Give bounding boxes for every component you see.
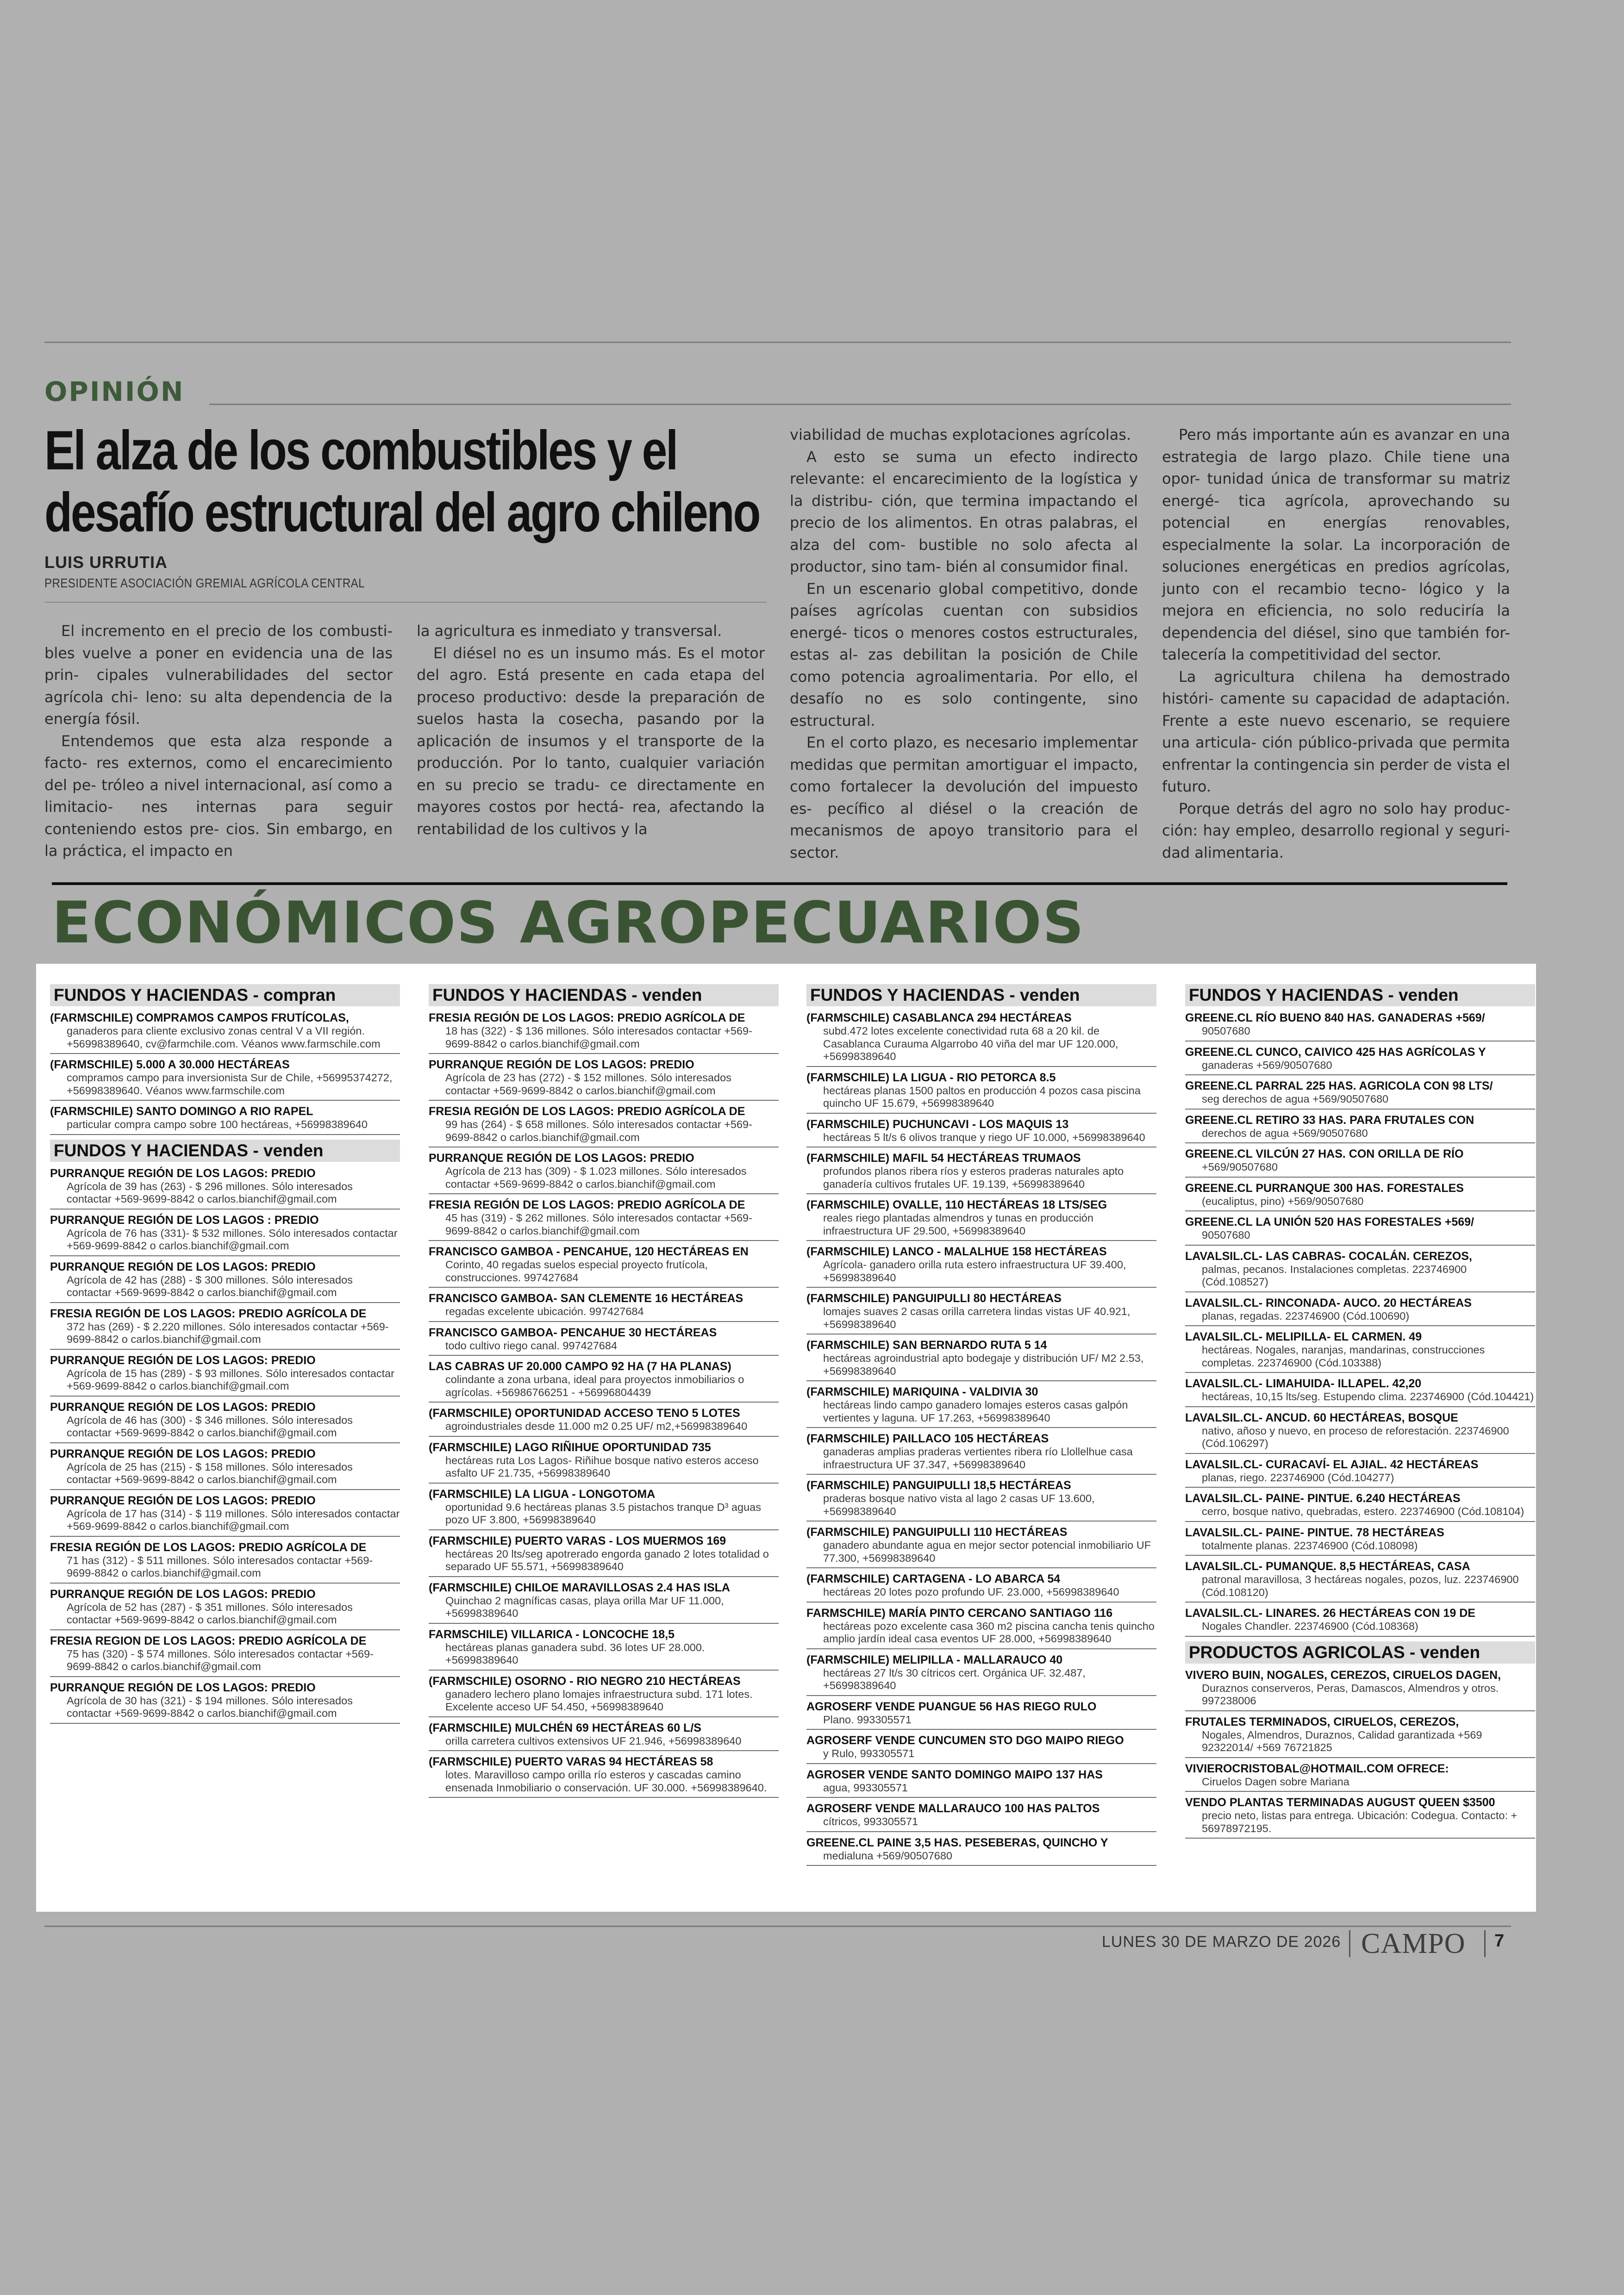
classified-ad bbox=[50, 1586, 400, 1630]
ad-body: agua, 993305571 bbox=[823, 1781, 908, 1794]
ad-title: AGROSERF VENDE PUANGUE 56 HAS RIEGO RULO bbox=[806, 1700, 1097, 1713]
ad-body: planas, riego. 223746900 (Cód.104277) bbox=[1202, 1471, 1394, 1484]
classified-ad bbox=[50, 1353, 400, 1397]
ad-title: AGROSER VENDE SANTO DOMINGO MAIPO 137 HAS bbox=[806, 1768, 1103, 1781]
ad-title: GREENE.CL CUNCO, CAIVICO 425 HAS AGRÍCOLAS Y bbox=[1185, 1045, 1486, 1059]
classified-ad bbox=[806, 1150, 1156, 1194]
ad-title: PURRANQUE REGIÓN DE LOS LAGOS: PREDIO bbox=[50, 1166, 316, 1180]
classified-ad bbox=[50, 1259, 400, 1303]
ad-body: 372 has (269) - $ 2.220 millones. Sólo interesados contactar +569-9699-8842 o carlos.bianchif@gmail.com bbox=[67, 1320, 389, 1345]
ad-title: (FARMSCHILE) OPORTUNIDAD ACCESO TENO 5 LOTES bbox=[429, 1407, 740, 1420]
ad-body: cerro, bosque nativo, quebradas, estero. 223746900 (Cód.108104) bbox=[1202, 1505, 1524, 1517]
ad-title: VIVIEROCRISTOBAL@HOTMAIL.COM OFRECE: bbox=[1185, 1762, 1449, 1775]
classified-ad bbox=[429, 1627, 779, 1671]
classified-heading: FUNDOS Y HACIENDAS - venden bbox=[1185, 984, 1535, 1006]
article-paragraph: viabilidad de muchas explotaciones agrícolas. bbox=[790, 426, 1131, 443]
ad-title: PURRANQUE REGIÓN DE LOS LAGOS: PREDIO bbox=[50, 1400, 316, 1414]
classified-ad bbox=[429, 1440, 779, 1484]
classified-ad bbox=[50, 1446, 400, 1490]
ad-title: (FARMSCHILE) CHILOE MARAVILLOSAS 2.4 HAS ISLA bbox=[429, 1581, 730, 1594]
classified-ad bbox=[806, 1070, 1156, 1114]
ad-title: PURRANQUE REGIÓN DE LOS LAGOS : PREDIO bbox=[50, 1213, 319, 1227]
ad-body: derechos de agua +569/90507680 bbox=[1202, 1127, 1368, 1139]
article-column-1 bbox=[44, 620, 393, 862]
ad-title: LAVALSIL.CL- MELIPILLA- EL CARMEN. 49 bbox=[1185, 1330, 1422, 1343]
ad-body: Agrícola de 15 has (289) - $ 93 millones. Sólo interesados contactar +569-9699-8842 o carlos.bianchif@gmail.com bbox=[67, 1367, 395, 1392]
classifieds-column-1 bbox=[50, 984, 400, 1727]
article-column-2 bbox=[417, 620, 765, 840]
classified-ad bbox=[429, 1580, 779, 1624]
ad-title: GREENE.CL PARRAL 225 HAS. AGRICOLA CON 98 LTS/ bbox=[1185, 1079, 1493, 1092]
classified-ad bbox=[806, 1010, 1156, 1067]
ad-body: 99 has (264) - $ 658 millones. Sólo interesados contactar +569-9699-8842 o carlos.bianchif@gmail.com bbox=[445, 1118, 752, 1143]
classified-ad bbox=[429, 1533, 779, 1577]
ad-body: Agrícola de 30 has (321) - $ 194 millones. Sólo interesados contactar +569-9699-8842 o carlos.bianchif@gmail.com bbox=[67, 1694, 353, 1719]
ad-title: GREENE.CL RETIRO 33 HAS. PARA FRUTALES CON bbox=[1185, 1113, 1474, 1127]
classified-ad bbox=[1185, 1605, 1535, 1637]
ad-title: PURRANQUE REGIÓN DE LOS LAGOS: PREDIO bbox=[50, 1447, 316, 1460]
ad-body: hectáreas 20 lts/seg apotrerado engorda ganado 2 lotes totalidad o separado UF 55.571, +56998389640 bbox=[445, 1547, 769, 1572]
ad-body: (eucaliptus, pino) +569/90507680 bbox=[1202, 1195, 1364, 1207]
classified-ad bbox=[50, 1166, 400, 1210]
top-rule bbox=[44, 342, 1511, 343]
ad-body: lomajes suaves 2 casas orilla carretera lindas vistas UF 40.921, +56998389640 bbox=[823, 1305, 1131, 1330]
classified-ad bbox=[429, 1057, 779, 1101]
ad-body: Agrícola de 42 has (288) - $ 300 millones. Sólo interesados contactar +569-9699-8842 o carlos.bianchif@gmail.com bbox=[67, 1273, 353, 1298]
ad-body: Agrícola de 52 has (287) - $ 351 millones. Sólo interesados contactar +569-9699-8842 o carlos.bianchif@gmail.com bbox=[67, 1601, 353, 1626]
ad-body: 90507680 bbox=[1202, 1025, 1250, 1037]
ad-body: ganaderas amplias praderas vertientes ribera río Llollelhue casa infraestructura UF 37.347, +56998389640 bbox=[823, 1446, 1133, 1471]
ad-body: planas, regadas. 223746900 (Cód.100690) bbox=[1202, 1310, 1410, 1322]
article-paragraph: la agricultura es inmediato y transversal. bbox=[417, 622, 722, 640]
ad-title: FRESIA REGIÓN DE LOS LAGOS: PREDIO AGRÍCOLA DE bbox=[429, 1011, 745, 1024]
ad-title: FARMSCHILE) MARÍA PINTO CERCANO SANTIAGO 116 bbox=[806, 1606, 1113, 1620]
classified-ad bbox=[50, 1212, 400, 1256]
ad-title: AGROSERF VENDE CUNCUMEN STO DGO MAIPO RIEGO bbox=[806, 1734, 1124, 1747]
ad-title: VENDO PLANTAS TERMINADAS AUGUST QUEEN $3500 bbox=[1185, 1796, 1495, 1809]
article-paragraph: En un escenario global competitivo, donde países agrícolas cuentan con subsidios energé- ticos o menores costos estructurales, estas al- zas debilitan la posición de Chile como potencia agroalimentaria. Por ello, el desafío no es solo contingente, sino estructural. bbox=[790, 580, 1138, 730]
classified-ad bbox=[1185, 1180, 1535, 1212]
ad-title: (FARMSCHILE) OSORNO - RIO NEGRO 210 HECTÁREAS bbox=[429, 1674, 741, 1688]
ad-body: totalmente planas. 223746900 (Cód.108098) bbox=[1202, 1539, 1418, 1552]
ad-body: 45 has (319) - $ 262 millones. Sólo interesados contactar +569-9699-8842 o carlos.bianchif@gmail.com bbox=[445, 1212, 752, 1237]
ad-body: Agrícola de 213 has (309) - $ 1.023 millones. Sólo interesados contactar +569-9699-8842 o carlos.bianchif@gmail.com bbox=[445, 1165, 747, 1190]
classified-ad bbox=[1185, 1214, 1535, 1246]
ad-body: agroindustriales desde 11.000 m2 0.25 UF/ m2,+56998389640 bbox=[445, 1420, 748, 1432]
ad-title: GREENE.CL VILCÚN 27 HAS. CON ORILLA DE RÍO bbox=[1185, 1148, 1464, 1160]
ad-body: hectáreas, 10,15 lts/seg. Estupendo clima. 223746900 (Cód.104421) bbox=[1202, 1391, 1534, 1403]
ad-body: hectáreas planas ganadera subd. 36 lotes UF 28.000. +56998389640 bbox=[445, 1641, 705, 1666]
classified-ad bbox=[806, 1571, 1156, 1603]
ad-body: hectáreas agroindustrial apto bodegaje y distribución UF/ M2 2.53, +56998389640 bbox=[823, 1352, 1144, 1377]
ad-body: medialuna +569/90507680 bbox=[823, 1849, 952, 1862]
ad-body: reales riego plantadas almendros y tunas en producción infraestructura UF 29.500, +56998389640 bbox=[823, 1212, 1093, 1237]
ad-title: (FARMSCHILE) PUCHUNCAVI - LOS MAQUIS 13 bbox=[806, 1117, 1069, 1131]
classified-ad bbox=[806, 1733, 1156, 1764]
classified-ad bbox=[429, 1754, 779, 1798]
ad-title: FRUTALES TERMINADOS, CIRUELOS, CEREZOS, bbox=[1185, 1715, 1459, 1728]
ad-body: Agrícola de 39 has (263) - $ 296 millones. Sólo interesados contactar +569-9699-8842 o carlos.bianchif@gmail.com bbox=[67, 1180, 353, 1205]
ad-body: hectáreas ruta Los Lagos- Riñihue bosque nativo esteros acceso asfalto UF 21.735, +56998389640 bbox=[445, 1454, 759, 1479]
classified-ad bbox=[1185, 1667, 1535, 1711]
ad-title: FRESIA REGIÓN DE LOS LAGOS: PREDIO AGRÍCOLA DE bbox=[429, 1105, 745, 1118]
ad-body: oportunidad 9.6 hectáreas planas 3.5 pistachos tranque D³ aguas pozo UF 3.800, +56998389640 bbox=[445, 1501, 761, 1526]
classified-ad bbox=[429, 1150, 779, 1194]
ad-body: Agrícola de 46 has (300) - $ 346 millones. Sólo interesados contactar +569-9699-8842 o carlos.bianchif@gmail.com bbox=[67, 1414, 353, 1439]
classified-ad bbox=[429, 1197, 779, 1241]
classified-ad bbox=[429, 1325, 779, 1356]
article-paragraph: En el corto plazo, es necesario implementar medidas que permitan amortiguar el impacto, como fortalecer la devolución del impuesto es- pecífico al diésel o la creación de mecanismos de apoyo transitorio para el sector. bbox=[790, 734, 1138, 861]
classified-ad bbox=[1185, 1457, 1535, 1488]
classified-ad bbox=[1185, 1410, 1535, 1454]
ad-body: ganadero lechero plano lomajes infraestructura subd. 171 lotes. Excelente acceso UF 54.450, +56998389640 bbox=[445, 1688, 753, 1713]
ad-title: (FARMSCHILE) OVALLE, 110 HECTÁREAS 18 LTS/SEG bbox=[806, 1198, 1107, 1211]
classified-ad bbox=[50, 1104, 400, 1135]
ad-body: Corinto, 40 regadas suelos especial proyecto frutícola, construcciones. 997427684 bbox=[445, 1259, 708, 1284]
ad-title: PURRANQUE REGIÓN DE LOS LAGOS: PREDIO bbox=[429, 1152, 694, 1165]
ad-title: (FARMSCHILE) MAFIL 54 HECTÁREAS TRUMAOS bbox=[806, 1152, 1081, 1165]
classified-ad bbox=[1185, 1329, 1535, 1373]
ad-body: todo cultivo riego canal. 997427684 bbox=[445, 1339, 618, 1352]
classified-ad bbox=[1185, 1761, 1535, 1792]
classified-ad bbox=[1185, 1078, 1535, 1110]
classified-ad bbox=[50, 1633, 400, 1677]
classified-heading: FUNDOS Y HACIENDAS - compran bbox=[50, 984, 400, 1006]
ad-title: FRESIA REGION DE LOS LAGOS: PREDIO AGRÍCOLA DE bbox=[50, 1634, 367, 1647]
ad-title: FRANCISCO GAMBOA- PENCAHUE 30 HECTÁREAS bbox=[429, 1326, 717, 1339]
classified-heading: FUNDOS Y HACIENDAS - venden bbox=[429, 984, 779, 1006]
ad-title: PURRANQUE REGIÓN DE LOS LAGOS: PREDIO bbox=[429, 1058, 694, 1071]
ad-title: (FARMSCHILE) LANCO - MALALHUE 158 HECTÁREAS bbox=[806, 1245, 1107, 1258]
classified-ad bbox=[1185, 1112, 1535, 1144]
ad-body: Duraznos conserveros, Peras, Damascos, Almendros y otros. 997238006 bbox=[1202, 1682, 1499, 1707]
ad-title: (FARMSCHILE) PUERTO VARAS 94 HECTÁREAS 58 bbox=[429, 1755, 713, 1768]
ad-title: (FARMSCHILE) SANTO DOMINGO A RIO RAPEL bbox=[50, 1105, 313, 1118]
ad-title: (FARMSCHILE) LAGO RIÑIHUE OPORTUNIDAD 735 bbox=[429, 1441, 711, 1454]
ad-title: LAVALSIL.CL- RINCONADA- AUCO. 20 HECTÁREAS bbox=[1185, 1296, 1472, 1310]
ad-body: seg derechos de agua +569/90507680 bbox=[1202, 1093, 1389, 1105]
classified-heading: FUNDOS Y HACIENDAS - venden bbox=[50, 1140, 400, 1162]
ad-body: orilla carretera cultivos extensivos UF 21.946, +56998389640 bbox=[445, 1734, 742, 1747]
footer-separator bbox=[1484, 1930, 1486, 1957]
section-label-rule bbox=[209, 404, 1511, 405]
article-paragraph: Entendemos que esta alza responde a facto- res externos, como el encarecimiento del pe- tróleo a nivel internacional, así como a limitacio- nes internas para seguir conteniendo estos pre- cios. Sin embargo, en la práctica, el impacto en bbox=[44, 732, 393, 860]
ad-title: (FARMSCHILE) MELIPILLA - MALLARAUCO 40 bbox=[806, 1653, 1063, 1666]
ad-title: PURRANQUE REGIÓN DE LOS LAGOS: PREDIO bbox=[50, 1353, 316, 1367]
ad-title: GREENE.CL PURRANQUE 300 HAS. FORESTALES bbox=[1185, 1181, 1464, 1195]
ad-title: (FARMSCHILE) MARIQUINA - VALDIVIA 30 bbox=[806, 1385, 1038, 1398]
ad-body: 75 has (320) - $ 574 millones. Sólo interesados contactar +569-9699-8842 o carlos.bianchif@gmail.com bbox=[67, 1647, 374, 1672]
ad-title: LAVALSIL.CL- LIMAHUIDA- ILLAPEL. 42,20 bbox=[1185, 1377, 1422, 1390]
ad-body: ganadero abundante agua en mejor sector potencial inmobiliario UF 77.300, +56998389640 bbox=[823, 1539, 1151, 1564]
ad-body: regadas excelente ubicación. 997427684 bbox=[445, 1305, 644, 1317]
author-role: PRESIDENTE ASOCIACIÓN GREMIAL AGRÍCOLA CENTRAL bbox=[44, 576, 365, 590]
section-label: OPINIÓN bbox=[44, 376, 185, 407]
ad-body: lotes. Maravilloso campo orilla río esteros y cascadas camino ensenada Inmobiliario o conservación. UF 30.000. +56998389640. bbox=[445, 1769, 767, 1794]
ad-body: 90507680 bbox=[1202, 1229, 1250, 1241]
classifieds-column-3 bbox=[806, 984, 1156, 1869]
ad-title: LAVALSIL.CL- LAS CABRAS- COCALÁN. CEREZOS, bbox=[1185, 1249, 1472, 1263]
ad-body: profundos planos ribera ríos y esteros praderas naturales apto ganadería cultivos frutales UF. 19.139, +56998389640 bbox=[823, 1165, 1124, 1190]
ad-body: patronal maravillosa, 3 hectáreas nogales, pozos, luz. 223746900 (Cód.108120) bbox=[1202, 1573, 1519, 1598]
ad-body: Nogales, Almendros, Duraznos, Calidad garantizada +569 92322014/ +569 76721825 bbox=[1202, 1728, 1482, 1753]
ad-body: hectáreas pozo excelente casa 360 m2 piscina cancha tenis quincho amplio jardín ideal casa eventos UF 28.000, +56998389640 bbox=[823, 1620, 1155, 1645]
ad-body: Agrícola de 23 has (272) - $ 152 millones. Sólo interesados contactar +569-9699-8842 o carlos.bianchif@gmail.com bbox=[445, 1072, 731, 1097]
article-headline bbox=[44, 419, 760, 543]
ad-title: LAVALSIL.CL- PAINE- PINTUE. 6.240 HECTÁREAS bbox=[1185, 1492, 1461, 1505]
classified-ad bbox=[1185, 1295, 1535, 1327]
ad-title: LAS CABRAS UF 20.000 CAMPO 92 HA (7 HA PLANAS) bbox=[429, 1360, 731, 1373]
classified-ad bbox=[806, 1384, 1156, 1428]
classified-ad bbox=[806, 1197, 1156, 1241]
classified-ad bbox=[1185, 1795, 1535, 1839]
classified-ad bbox=[50, 1680, 400, 1724]
classifieds-title: ECONÓMICOS AGROPECUARIOS bbox=[52, 890, 1085, 956]
classified-ad bbox=[429, 1010, 779, 1054]
article-paragraph: El incremento en el precio de los combusti- bles vuelve a poner en evidencia una de las prin- cipales vulnerabilidades del sector agrícola chi- leno: su alta dependencia de la energía fósil. bbox=[44, 622, 393, 728]
ad-title: PURRANQUE REGIÓN DE LOS LAGOS: PREDIO bbox=[50, 1494, 316, 1507]
ad-body: compramos campo para inversionista Sur de Chile, +56995374272, +56998389640. Véanos www.farmschile.com bbox=[67, 1072, 393, 1097]
classified-ad bbox=[429, 1104, 779, 1148]
classifieds-column-2 bbox=[429, 984, 779, 1801]
classified-heading: PRODUCTOS AGRICOLAS - venden bbox=[1185, 1641, 1535, 1664]
ad-title: (FARMSCHILE) PANGUIPULLI 18,5 HECTÁREAS bbox=[806, 1479, 1071, 1492]
ad-title: PURRANQUE REGIÓN DE LOS LAGOS: PREDIO bbox=[50, 1681, 316, 1694]
classifieds-column-4 bbox=[1185, 984, 1535, 1841]
classified-ad bbox=[429, 1720, 779, 1752]
ad-body: 18 has (322) - $ 136 millones. Sólo interesados contactar +569-9699-8842 o carlos.bianchif@gmail.com bbox=[445, 1025, 752, 1050]
headline-line-1: El alza de los combustibles y el bbox=[44, 419, 677, 481]
ad-body: ganaderos para cliente exclusivo zonas central V a VII región. +56998389640, cv@farmchile.com. Véanos www.farmschile.com bbox=[67, 1025, 381, 1050]
ad-title: LAVALSIL.CL- PAINE- PINTUE. 78 HECTÁREAS bbox=[1185, 1526, 1444, 1539]
classified-ad bbox=[1185, 1248, 1535, 1292]
classified-ad bbox=[1185, 1010, 1535, 1041]
ad-body: cítricos, 993305571 bbox=[823, 1815, 918, 1827]
ad-title: LAVALSIL.CL- ANCUD. 60 HECTÁREAS, BOSQUE bbox=[1185, 1411, 1458, 1424]
classified-ad bbox=[50, 1306, 400, 1350]
ad-title: LAVALSIL.CL- LINARES. 26 HECTÁREAS CON 19 DE bbox=[1185, 1607, 1475, 1620]
ad-title: (FARMSCHILE) COMPRAMOS CAMPOS FRUTÍCOLAS, bbox=[50, 1011, 349, 1024]
ad-title: (FARMSCHILE) SAN BERNARDO RUTA 5 14 bbox=[806, 1339, 1047, 1352]
ad-title: (FARMSCHILE) CARTAGENA - LO ABARCA 54 bbox=[806, 1572, 1061, 1585]
classified-ad bbox=[1185, 1491, 1535, 1522]
classified-ad bbox=[806, 1652, 1156, 1696]
article-column-4 bbox=[1162, 424, 1510, 864]
ad-title: PURRANQUE REGIÓN DE LOS LAGOS: PREDIO bbox=[50, 1587, 316, 1601]
classifieds-box bbox=[36, 964, 1536, 1912]
article-divider bbox=[44, 602, 767, 603]
ad-title: FRESIA REGIÓN DE LOS LAGOS: PREDIO AGRÍCOLA DE bbox=[50, 1540, 367, 1554]
classified-ad bbox=[1185, 1146, 1535, 1178]
ad-title: (FARMSCHILE) 5.000 A 30.000 HECTÁREAS bbox=[50, 1058, 290, 1071]
classified-ad bbox=[806, 1337, 1156, 1381]
classified-ad bbox=[806, 1431, 1156, 1475]
classified-ad bbox=[806, 1699, 1156, 1730]
classified-ad bbox=[429, 1359, 779, 1403]
issue-date: LUNES 30 DE MARZO DE 2026 bbox=[1102, 1933, 1341, 1951]
ad-title: (FARMSCHILE) CASABLANCA 294 HECTÁREAS bbox=[806, 1011, 1072, 1024]
ad-body: Ciruelos Dagen sobre Mariana bbox=[1202, 1775, 1349, 1788]
classified-ad bbox=[806, 1244, 1156, 1288]
ad-title: PURRANQUE REGIÓN DE LOS LAGOS: PREDIO bbox=[50, 1260, 316, 1273]
ad-body: Agrícola- ganadero orilla ruta estero infraestructura UF 39.400, +56998389640 bbox=[823, 1259, 1126, 1284]
ad-title: (FARMSCHILE) PUERTO VARAS - LOS MUERMOS 169 bbox=[429, 1534, 726, 1547]
classified-ad bbox=[50, 1010, 400, 1054]
article-paragraph: Porque detrás del agro no solo hay produc- ción: hay empleo, desarrollo regional y seguri- dad alimentaria. bbox=[1162, 799, 1510, 861]
classified-ad bbox=[429, 1405, 779, 1437]
classified-ad bbox=[50, 1399, 400, 1443]
ad-title: (FARMSCHILE) LA LIGUA - RIO PETORCA 8.5 bbox=[806, 1071, 1056, 1084]
ad-title: LAVALSIL.CL- CURACAVÍ- EL AJIAL. 42 HECTÁREAS bbox=[1185, 1458, 1479, 1471]
classified-ad bbox=[1185, 1525, 1535, 1556]
classified-ad bbox=[50, 1493, 400, 1537]
classifieds-rule bbox=[52, 882, 1507, 885]
classified-ad bbox=[1185, 1714, 1535, 1758]
classified-ad bbox=[806, 1478, 1156, 1522]
ad-body: hectáreas 27 lt/s 30 cítricos cert. Orgánica UF. 32.487, +56998389640 bbox=[823, 1666, 1086, 1691]
ad-body: praderas bosque nativo vista al lago 2 casas UF 13.600, +56998389640 bbox=[823, 1492, 1095, 1517]
ad-body: Agrícola de 17 has (314) - $ 119 millones. Sólo interesados contactar +569-9699-8842 o carlos.bianchif@gmail.com bbox=[67, 1507, 400, 1532]
classified-ad bbox=[806, 1524, 1156, 1568]
footer-separator bbox=[1349, 1930, 1350, 1957]
ad-body: Agrícola de 76 has (331)- $ 532 millones. Sólo interesados contactar +569-9699-8842 o carlos.bianchif@gmail.com bbox=[67, 1227, 398, 1252]
ad-body: Quinchao 2 magníficas casas, playa orilla Mar UF 11.000, +56998389640 bbox=[445, 1594, 724, 1619]
ad-title: FRANCISCO GAMBOA - PENCAHUE, 120 HECTÁREAS EN bbox=[429, 1245, 749, 1258]
classified-ad bbox=[1185, 1044, 1535, 1076]
ad-body: palmas, pecanos. Instalaciones completas. 223746900 (Cód.108527) bbox=[1202, 1263, 1467, 1288]
ad-title: (FARMSCHILE) MULCHÉN 69 HECTÁREAS 60 L/S bbox=[429, 1721, 701, 1734]
ad-title: (FARMSCHILE) PANGUIPULLI 110 HECTÁREAS bbox=[806, 1526, 1068, 1539]
ad-body: ganaderas +569/90507680 bbox=[1202, 1059, 1332, 1071]
classified-ad bbox=[50, 1540, 400, 1584]
ad-title: (FARMSCHILE) PANGUIPULLI 80 HECTÁREAS bbox=[806, 1292, 1062, 1305]
classified-ad bbox=[806, 1767, 1156, 1798]
ad-body: Agrícola de 25 has (215) - $ 158 millones. Sólo interesados contactar +569-9699-8842 o carlos.bianchif@gmail.com bbox=[67, 1460, 353, 1485]
headline-line-2: desafío estructural del agro chileno bbox=[44, 481, 760, 543]
ad-body: Nogales Chandler. 223746900 (Cód.108368) bbox=[1202, 1620, 1418, 1632]
ad-title: GREENE.CL LA UNIÓN 520 HAS FORESTALES +569/ bbox=[1185, 1216, 1474, 1229]
author-name: LUIS URRUTIA bbox=[44, 553, 168, 572]
ad-body: hectáreas. Nogales, naranjas, mandarinas, construcciones completas. 223746900 (Cód.103388) bbox=[1202, 1344, 1485, 1369]
classified-ad bbox=[429, 1673, 779, 1717]
classified-ad bbox=[1185, 1559, 1535, 1603]
ad-body: Plano. 993305571 bbox=[823, 1713, 912, 1726]
ad-title: LAVALSIL.CL- PUMANQUE. 8,5 HECTÁREAS, CASA bbox=[1185, 1560, 1470, 1573]
ad-title: GREENE.CL PAINE 3,5 HAS. PESEBERAS, QUINCHO Y bbox=[806, 1836, 1108, 1849]
ad-body: y Rulo, 993305571 bbox=[823, 1747, 915, 1759]
classified-ad bbox=[806, 1835, 1156, 1866]
publication-name: CAMPO bbox=[1361, 1928, 1466, 1959]
ad-body: precio neto, listas para entrega. Ubicación: Codegua. Contacto: + 56978972195. bbox=[1202, 1809, 1518, 1834]
classified-ad bbox=[1185, 1376, 1535, 1407]
ad-title: FRESIA REGIÓN DE LOS LAGOS: PREDIO AGRÍCOLA DE bbox=[50, 1307, 367, 1320]
ad-body: particular compra campo sobre 100 hectáreas, +56998389640 bbox=[67, 1118, 368, 1130]
ad-title: GREENE.CL RÍO BUENO 840 HAS. GANADERAS +569/ bbox=[1185, 1011, 1485, 1024]
ad-body: +569/90507680 bbox=[1202, 1161, 1278, 1173]
classified-heading: FUNDOS Y HACIENDAS - venden bbox=[806, 984, 1156, 1006]
ad-body: 71 has (312) - $ 511 millones. Sólo interesados contactar +569-9699-8842 o carlos.bianchif@gmail.com bbox=[67, 1554, 373, 1579]
ad-body: hectáreas lindo campo ganadero lomajes esteros casas galpón vertientes y laguna. UF 17.263, +56998389640 bbox=[823, 1399, 1128, 1424]
ad-title: VIVERO BUIN, NOGALES, CEREZOS, CIRUELOS DAGEN, bbox=[1185, 1668, 1501, 1682]
article-paragraph: El diésel no es un insumo más. Es el motor del agro. Está presente en cada etapa del proceso productivo: desde la preparación de suelos hasta la cosecha, pasando por la aplicación de insumos y el transporte de la producción. Por lo tanto, cualquier variación en su precio se tradu- ce directamente en mayores costos por hectá- rea, afectando la rentabilidad de los cultivos y la bbox=[417, 644, 765, 838]
footer-rule bbox=[44, 1926, 1511, 1927]
classified-ad bbox=[806, 1291, 1156, 1335]
article-paragraph: La agricultura chilena ha demostrado históri- camente su capacidad de adaptación. Frente a este nuevo escenario, se requiere una articula- ción público-privada que permita enfrentar la contingencia sin perder de vista el futuro. bbox=[1162, 667, 1510, 795]
classified-ad bbox=[806, 1801, 1156, 1832]
classified-ad bbox=[429, 1244, 779, 1288]
ad-body: hectáreas planas 1500 paltos en producción 4 pozos casa piscina quincho UF 15.679, +56998389640 bbox=[823, 1084, 1141, 1109]
classified-ad bbox=[806, 1605, 1156, 1649]
ad-title: (FARMSCHILE) LA LIGUA - LONGOTOMA bbox=[429, 1487, 656, 1501]
article-paragraph: Pero más importante aún es avanzar en una estrategia de largo plazo. Chile tiene una opor- tunidad única de transformar su matriz energé- tica agrícola, aprovechando su potencial en energías renovables, especialmente la solar. La incorporación de soluciones energéticas en predios agrícolas, junto con el recambio tecno- lógico y la mejora en eficiencia, no solo reduciría la dependencia del diésel, sino que también for- talecería la competitividad del sector. bbox=[1162, 426, 1510, 663]
ad-title: FARMSCHILE) VILLARICA - LONCOCHE 18,5 bbox=[429, 1628, 675, 1641]
page-number: 7 bbox=[1494, 1931, 1505, 1951]
article-paragraph: A esto se suma un efecto indirecto relevante: el encarecimiento de la logística y la distribu- ción, que termina impactando el precio de los alimentos. En otras palabras, el alza del com- bustible no solo afecta al productor, sino tam- bién al consumidor final. bbox=[790, 448, 1138, 575]
ad-title: FRESIA REGIÓN DE LOS LAGOS: PREDIO AGRÍCOLA DE bbox=[429, 1198, 745, 1211]
ad-body: colindante a zona urbana, ideal para proyectos inmobiliarios o agrícolas. +56986766251 - +56996804439 bbox=[445, 1373, 744, 1398]
ad-body: hectáreas 5 lt/s 6 olivos tranque y riego UF 10.000, +56998389640 bbox=[823, 1131, 1145, 1143]
ad-title: AGROSERF VENDE MALLARAUCO 100 HAS PALTOS bbox=[806, 1802, 1100, 1815]
classified-ad bbox=[429, 1486, 779, 1530]
classified-ad bbox=[50, 1057, 400, 1101]
article-column-3 bbox=[790, 424, 1138, 864]
ad-title: (FARMSCHILE) PAILLACO 105 HECTÁREAS bbox=[806, 1432, 1049, 1445]
ad-body: nativo, añoso y nuevo, en proceso de reforestación. 223746900 (Cód.106297) bbox=[1202, 1424, 1509, 1449]
ad-body: subd.472 lotes excelente conectividad ruta 68 a 20 kil. de Casablanca Curauma Algarrobo 40 viña del mar UF 120.000, +56998389640 bbox=[823, 1025, 1118, 1062]
classified-ad bbox=[806, 1116, 1156, 1148]
ad-body: hectáreas 20 lotes pozo profundo UF. 23.000, +56998389640 bbox=[823, 1586, 1119, 1598]
classified-ad bbox=[429, 1291, 779, 1322]
ad-title: FRANCISCO GAMBOA- SAN CLEMENTE 16 HECTÁREAS bbox=[429, 1292, 743, 1305]
